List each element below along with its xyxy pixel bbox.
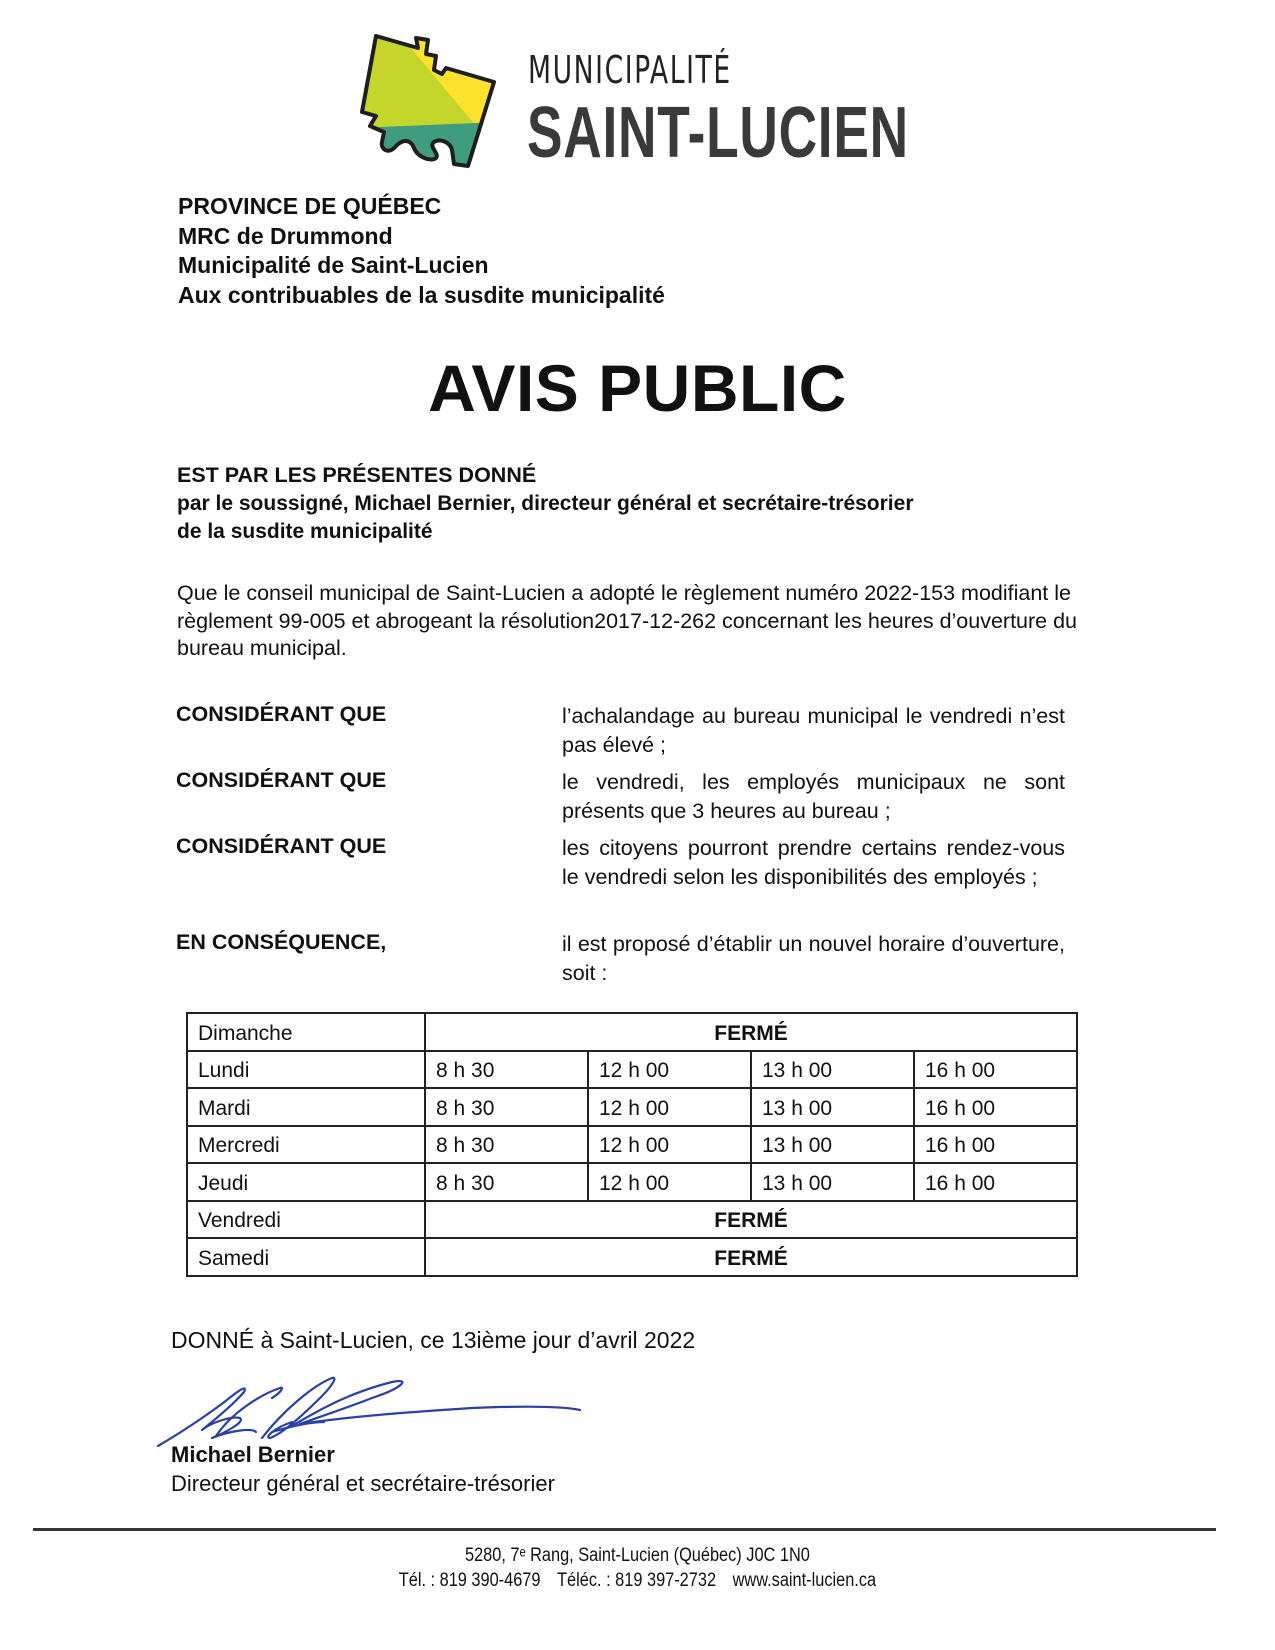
time-cell: 13 h 00 <box>751 1163 914 1201</box>
resolution-paragraph: Que le conseil municipal de Saint-Lucien a adopté le règlement numéro 2022-153 modifiant le règlement 99-005 et abrogeant la résolution2017-12-262 concernant les heures d’ouverture du bureau municipal. <box>177 581 1078 660</box>
table-row <box>187 1238 1077 1276</box>
closed-cell: FERMÉ <box>425 1238 1077 1276</box>
day-cell: Jeudi <box>187 1163 425 1201</box>
footer-fax: Téléc. : 819 397-2732 <box>557 1570 717 1591</box>
given-by-block <box>177 461 914 547</box>
time-cell: 16 h 00 <box>914 1088 1077 1126</box>
closed-cell: FERMÉ <box>425 1201 1077 1239</box>
consequence-label: EN CONSÉQUENCE, <box>176 930 387 954</box>
signature-icon <box>152 1372 592 1450</box>
opening-hours-table <box>186 1012 1078 1277</box>
footer-address: 5280, 7ᵉ Rang, Saint-Lucien (Québec) J0C 1N0 <box>464 1545 810 1566</box>
given-at-line: DONNÉ à Saint-Lucien, ce 13ième jour d’avril 2022 <box>171 1327 696 1353</box>
consideration-label: CONSIDÉRANT QUE <box>176 768 387 792</box>
address-block <box>178 192 665 310</box>
day-cell: Mardi <box>187 1088 425 1126</box>
consideration-text: l’achalandage au bureau municipal le vendredi n’est pas élevé ; <box>562 704 1065 757</box>
table-row <box>187 1013 1077 1051</box>
address-line: PROVINCE DE QUÉBEC <box>178 193 442 219</box>
time-cell: 13 h 00 <box>751 1126 914 1164</box>
address-line: Municipalité de Saint-Lucien <box>178 252 489 278</box>
footer-divider <box>33 1528 1216 1531</box>
time-cell: 12 h 00 <box>588 1088 751 1126</box>
time-cell: 12 h 00 <box>588 1126 751 1164</box>
signatory-title: Directeur général et secrétaire-trésorier <box>171 1471 555 1496</box>
given-by-heading: EST PAR LES PRÉSENTES DONNÉ <box>177 463 537 487</box>
footer-phone: Tél. : 819 390-4679 <box>398 1570 541 1591</box>
consideration-text: le vendredi, les employés municipaux ne sont présents que 3 heures au bureau ; <box>562 770 1065 823</box>
consequence-text: il est proposé d’établir un nouvel horaire d’ouverture, soit : <box>562 932 1065 985</box>
footer-website-link[interactable]: www.saint-lucien.ca <box>732 1570 877 1591</box>
day-cell: Lundi <box>187 1051 425 1089</box>
day-cell: Vendredi <box>187 1201 425 1239</box>
consideration-label: CONSIDÉRANT QUE <box>176 702 387 726</box>
time-cell: 12 h 00 <box>588 1163 751 1201</box>
table-row <box>187 1163 1077 1201</box>
consideration-text: les citoyens pourront prendre certains rendez-vous le vendredi selon les disponibilités des employés ; <box>562 836 1065 889</box>
table-row <box>187 1126 1077 1164</box>
brand-saint-lucien: SAINT-LUCIEN <box>527 93 909 173</box>
closed-cell: FERMÉ <box>425 1013 1077 1051</box>
time-cell: 12 h 00 <box>588 1051 751 1089</box>
time-cell: 8 h 30 <box>425 1051 588 1089</box>
municipality-logo-icon <box>356 30 501 172</box>
time-cell: 8 h 30 <box>425 1163 588 1201</box>
given-by-line: par le soussigné, Michael Bernier, directeur général et secrétaire-trésorier <box>177 491 914 515</box>
table-row <box>187 1201 1077 1239</box>
time-cell: 16 h 00 <box>914 1051 1077 1089</box>
address-line: Aux contribuables de la susdite municipalité <box>178 281 665 308</box>
time-cell: 13 h 00 <box>751 1051 914 1089</box>
page-title: AVIS PUBLIC <box>428 351 847 425</box>
time-cell: 16 h 00 <box>914 1126 1077 1164</box>
consideration-label: CONSIDÉRANT QUE <box>176 834 387 858</box>
given-by-line: de la susdite municipalité <box>177 520 433 543</box>
time-cell: 8 h 30 <box>425 1088 588 1126</box>
table-row <box>187 1088 1077 1126</box>
signatory-name: Michael Bernier <box>171 1442 335 1467</box>
time-cell: 8 h 30 <box>425 1126 588 1164</box>
footer-contact <box>89 1569 1186 1593</box>
day-cell: Mercredi <box>187 1126 425 1164</box>
table-row <box>187 1051 1077 1089</box>
day-cell: Dimanche <box>187 1013 425 1051</box>
day-cell: Samedi <box>187 1238 425 1276</box>
address-line: MRC de Drummond <box>178 222 393 249</box>
time-cell: 16 h 00 <box>914 1163 1077 1201</box>
time-cell: 13 h 00 <box>751 1088 914 1126</box>
brand-municipalite: MUNICIPALITÉ <box>528 48 732 92</box>
